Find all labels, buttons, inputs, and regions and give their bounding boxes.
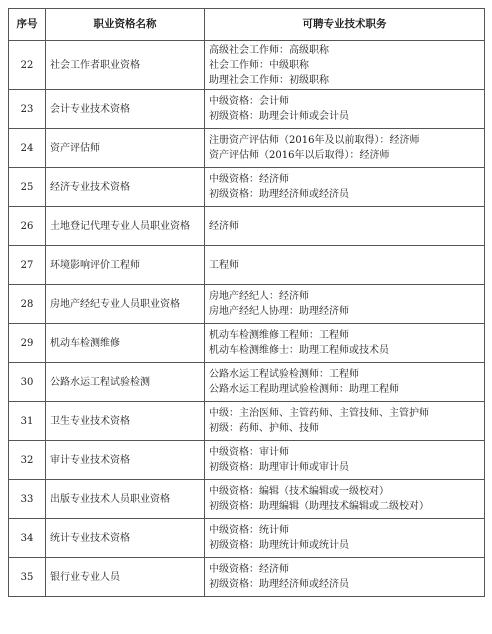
position-cell (205, 90, 485, 129)
position-cell (205, 363, 485, 402)
row-number: 24 (9, 129, 46, 168)
position-line: 资产评估师（2016年以后取得）：经济师 (209, 150, 390, 161)
position-line: 中级资格：经济师 (209, 174, 289, 185)
position-line: 中级资格：经济师 (209, 564, 289, 575)
row-number: 25 (9, 168, 46, 207)
position-line: 中级资格：会计师 (209, 96, 289, 107)
position-line: 中级：主治医师、主管药师、主管技师、主管护师 (209, 408, 429, 419)
header-qualification: 职业资格名称 (46, 9, 205, 41)
position-cell (205, 41, 485, 90)
row-number: 34 (9, 519, 46, 558)
position-cell (205, 285, 485, 324)
position-cell (205, 324, 485, 363)
position-cell (205, 168, 485, 207)
row-number: 29 (9, 324, 46, 363)
position-line: 初级资格：助理经济师或经济员 (209, 189, 349, 200)
position-cell (205, 207, 485, 246)
position-line: 机动车检测维修士：助理工程师或技术员 (209, 345, 389, 356)
header-position: 可聘专业技术职务 (205, 9, 485, 41)
table-row (9, 519, 485, 558)
position-line: 初级资格：助理统计师或统计员 (209, 540, 349, 551)
position-line: 高级社会工作师：高级职称 (209, 44, 329, 56)
qualification-name: 卫生专业技术资格 (46, 402, 205, 441)
position-line: 机动车检测维修工程师：工程师 (209, 330, 349, 341)
qualification-name: 资产评估师 (46, 129, 205, 168)
table-body (9, 41, 485, 597)
table-row (9, 90, 485, 129)
position-cell (205, 519, 485, 558)
row-number: 32 (9, 441, 46, 480)
qualification-name: 会计专业技术资格 (46, 90, 205, 129)
row-number: 30 (9, 363, 46, 402)
row-number: 31 (9, 402, 46, 441)
position-line: 助理社会工作师：初级职称 (209, 74, 329, 86)
position-line: 中级资格：审计师 (209, 447, 289, 458)
position-cell (205, 558, 485, 597)
table-row (9, 285, 485, 324)
qualification-name: 经济专业技术资格 (46, 168, 205, 207)
position-line: 房地产经纪人：经济师 (209, 291, 309, 302)
qualification-table (8, 8, 485, 597)
qualification-name: 出版专业技术人员职业资格 (46, 480, 205, 519)
table-row (9, 402, 485, 441)
header-row (9, 9, 485, 41)
qualification-name: 机动车检测维修 (46, 324, 205, 363)
table-row (9, 480, 485, 519)
row-number: 22 (9, 41, 46, 90)
position-cell (205, 480, 485, 519)
qualification-name: 社会工作者职业资格 (46, 41, 205, 90)
position-cell (205, 441, 485, 480)
position-cell (205, 246, 485, 285)
position-line: 初级资格：助理经济师或经济员 (209, 579, 349, 590)
qualification-name: 土地登记代理专业人员职业资格 (46, 207, 205, 246)
position-line: 工程师 (209, 259, 239, 271)
row-number: 23 (9, 90, 46, 129)
table-row (9, 41, 485, 90)
position-line: 初级：药师、护师、技师 (209, 423, 319, 434)
position-line: 房地产经纪人协理：助理经济师 (209, 306, 349, 317)
position-line: 中级资格：统计师 (209, 525, 289, 536)
table-row (9, 558, 485, 597)
position-cell (205, 129, 485, 168)
table-row (9, 363, 485, 402)
qualification-name: 环境影响评价工程师 (46, 246, 205, 285)
position-line: 初级资格：助理编辑（助理技术编辑或二级校对） (209, 501, 429, 512)
table-row (9, 207, 485, 246)
qualification-name: 银行业专业人员 (46, 558, 205, 597)
position-line: 初级资格：助理审计师或审计员 (209, 462, 349, 473)
row-number: 27 (9, 246, 46, 285)
qualification-name: 统计专业技术资格 (46, 519, 205, 558)
position-line: 公路水运工程试验检测师：工程师 (209, 369, 359, 380)
table-row (9, 129, 485, 168)
table-header (9, 9, 485, 41)
position-line: 公路水运工程助理试验检测师：助理工程师 (209, 384, 399, 395)
table-row (9, 246, 485, 285)
row-number: 35 (9, 558, 46, 597)
qualification-name: 审计专业技术资格 (46, 441, 205, 480)
qualification-name: 房地产经纪专业人员职业资格 (46, 285, 205, 324)
position-line: 初级资格：助理会计师或会计员 (209, 111, 349, 122)
header-number: 序号 (9, 9, 46, 41)
row-number: 28 (9, 285, 46, 324)
qualification-name: 公路水运工程试验检测 (46, 363, 205, 402)
position-line: 社会工作师：中级职称 (209, 59, 309, 71)
table-row (9, 441, 485, 480)
table-row (9, 324, 485, 363)
row-number: 26 (9, 207, 46, 246)
position-line: 注册资产评估师（2016年及以前取得）：经济师 (209, 135, 420, 146)
table-row (9, 168, 485, 207)
position-line: 中级资格：编辑（技术编辑或一级校对） (209, 486, 389, 497)
row-number: 33 (9, 480, 46, 519)
position-cell (205, 402, 485, 441)
position-line: 经济师 (209, 220, 239, 232)
